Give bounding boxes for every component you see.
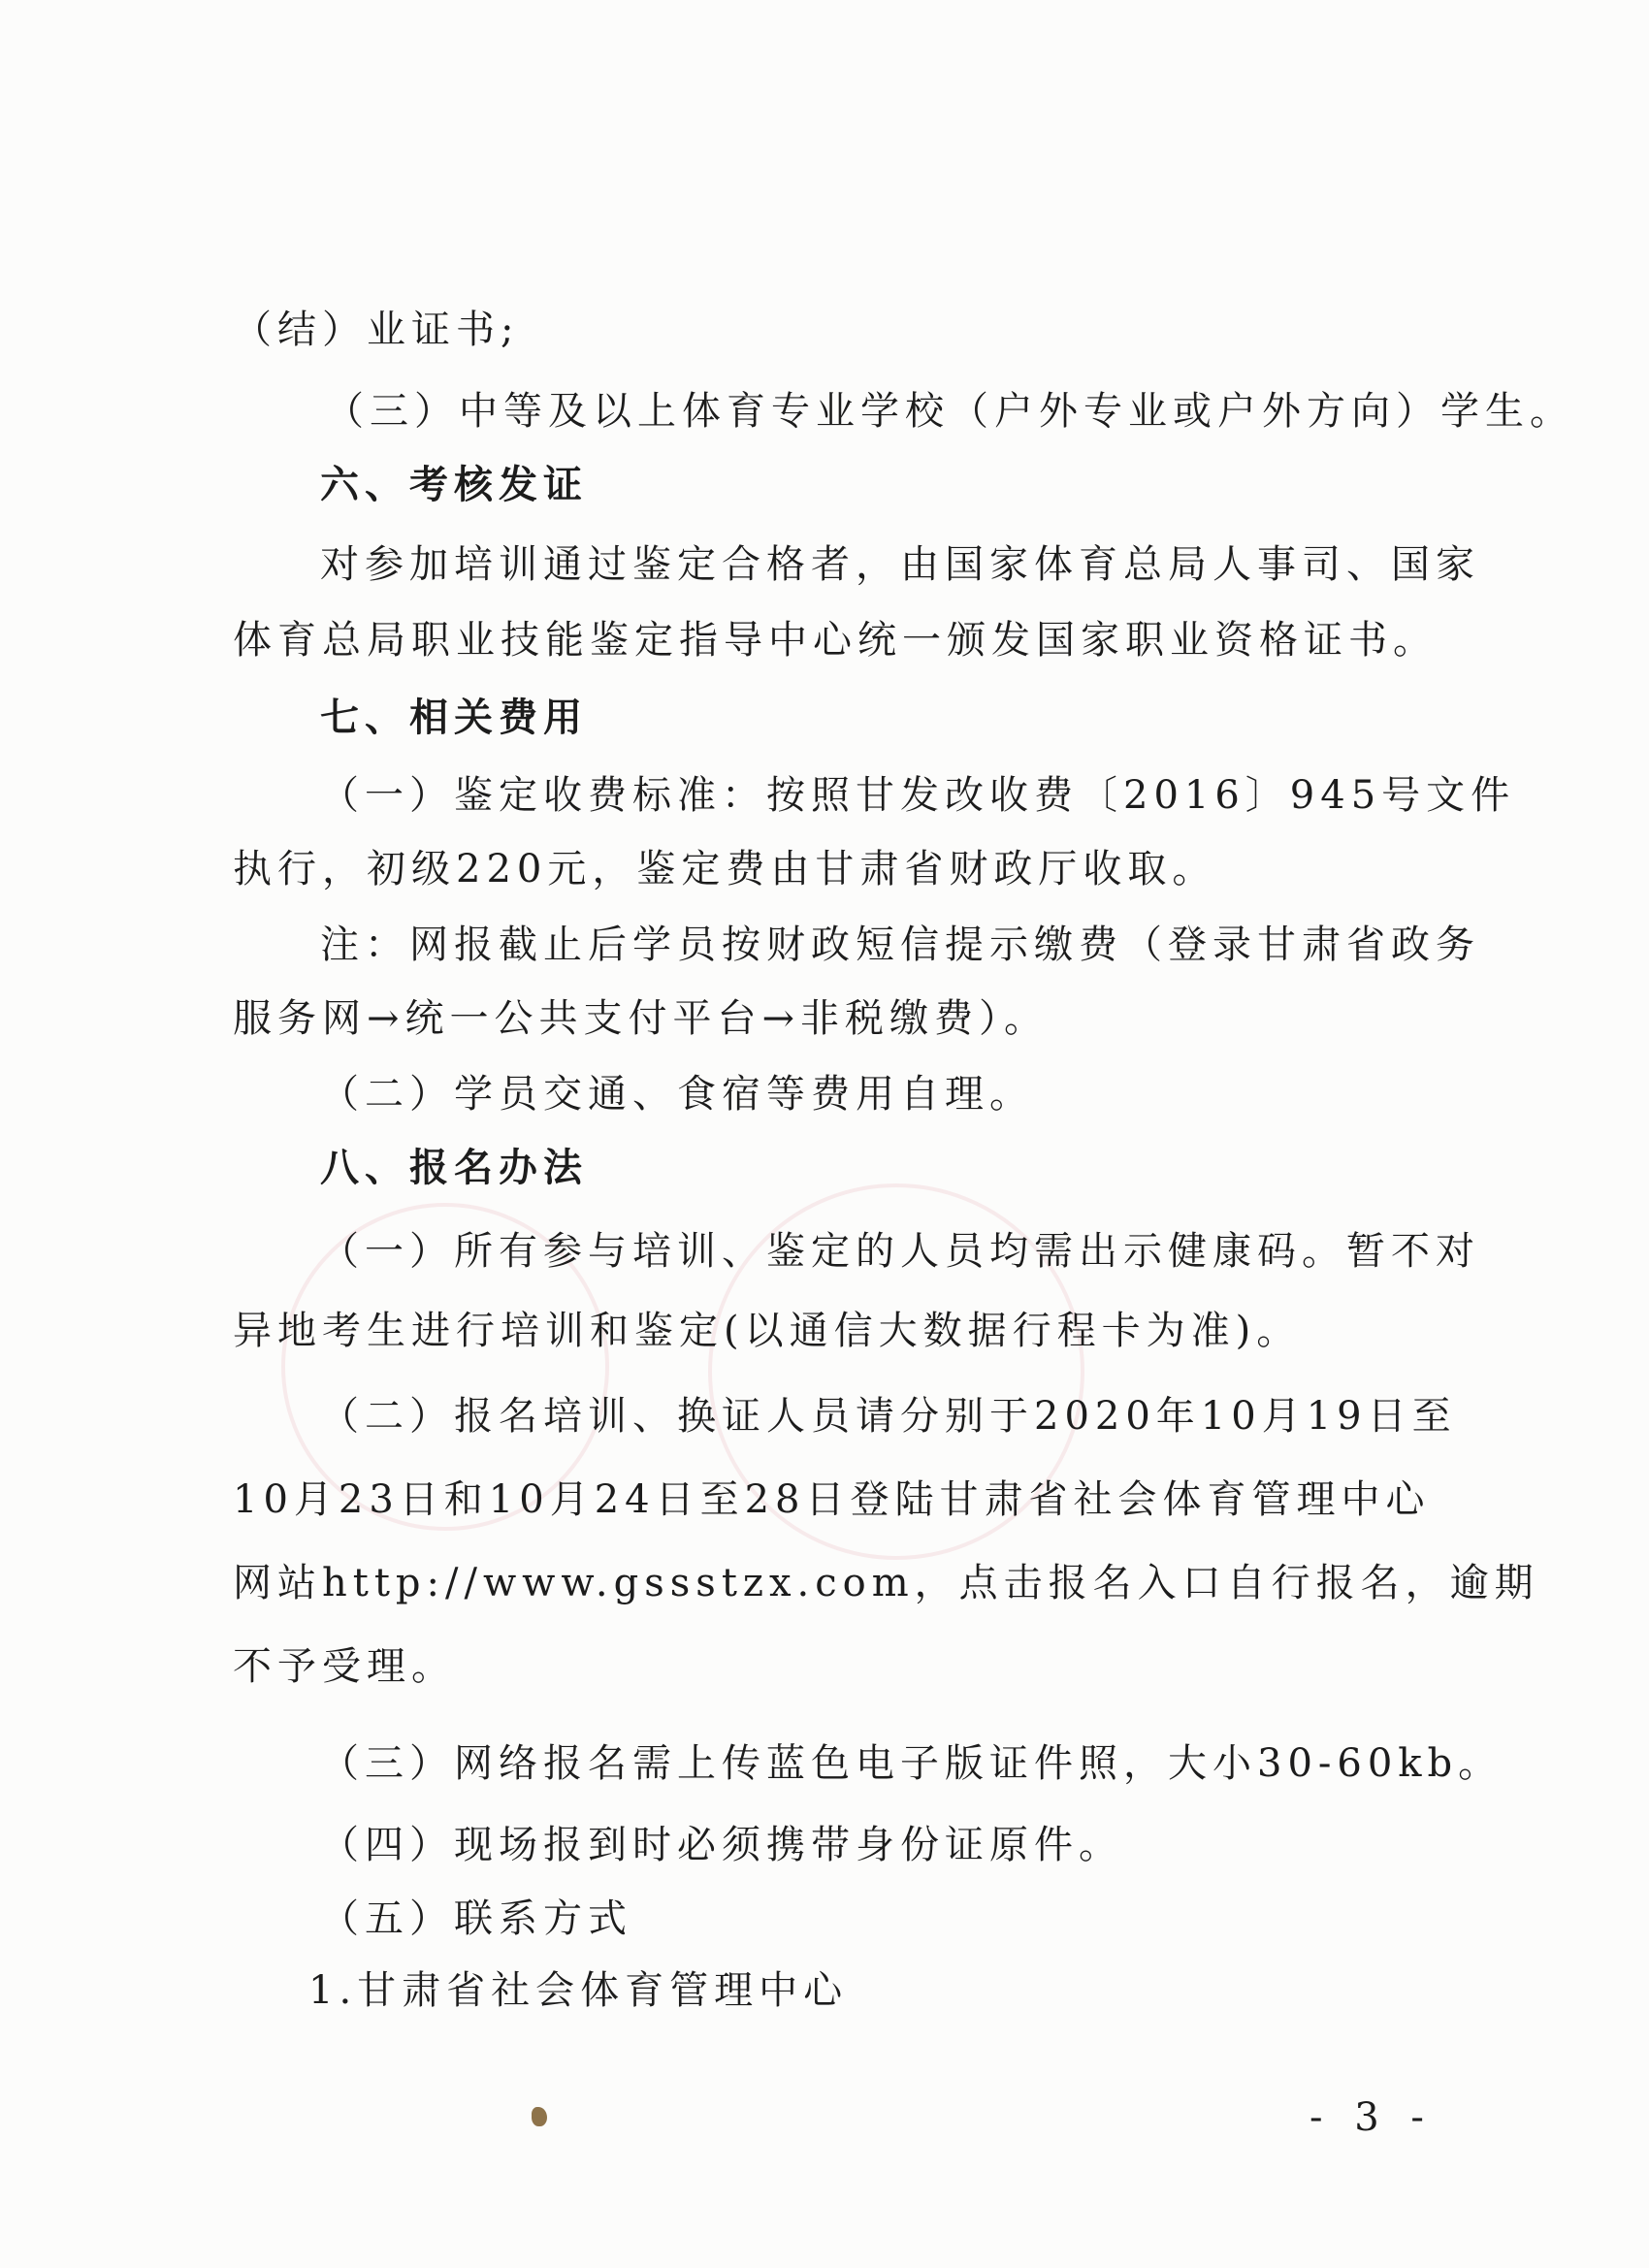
text-line-item-3: （三）中等及以上体育专业学校（户外专业或户外方向）学生。 — [325, 389, 1574, 434]
text-line-certification-2: 体育总局职业技能鉴定指导中心统一颁发国家职业资格证书。 — [233, 618, 1438, 663]
text-line-contact-1: 1.甘肃省社会体育管理中心 — [308, 1968, 849, 2013]
text-line-register-4: 10月23日和10月24日至28日登陆甘肃省社会体育管理中心 — [233, 1477, 1431, 1522]
text-line-note-2: 服务网→统一公共支付平台→非税缴费）。 — [233, 996, 1050, 1041]
paper-stain — [532, 2107, 547, 2126]
text-line-register-1: （一）所有参与培训、鉴定的人员均需出示健康码。暂不对 — [320, 1229, 1480, 1274]
text-line-contact-heading: （五）联系方式 — [320, 1896, 632, 1941]
text-line-register-3: （二）报名培训、换证人员请分别于2020年10月19日至 — [320, 1394, 1457, 1439]
text-line-register-8: （四）现场报到时必须携带身份证原件。 — [320, 1823, 1123, 1867]
section-heading-8: 八、报名办法 — [320, 1146, 588, 1190]
text-line-fee-3: （二）学员交通、食宿等费用自理。 — [320, 1072, 1034, 1117]
text-line-fee-1: （一）鉴定收费标准：按照甘发改收费〔2016〕945号文件 — [320, 773, 1516, 818]
text-line-fee-2: 执行，初级220元，鉴定费由甘肃省财政厅收取。 — [233, 847, 1217, 891]
page-number: - 3 - — [1310, 2095, 1434, 2140]
text-line-register-6: 不予受理。 — [233, 1644, 456, 1689]
text-line-certification-1: 对参加培训通过鉴定合格者，由国家体育总局人事司、国家 — [320, 542, 1480, 587]
section-heading-7: 七、相关费用 — [320, 696, 588, 740]
text-line-register-5: 网站http://www.gssstzx.com，点击报名入口自行报名，逾期 — [233, 1561, 1539, 1605]
section-heading-6: 六、考核发证 — [320, 463, 588, 507]
text-line-note-1: 注：网报截止后学员按财政短信提示缴费（登录甘肃省政务 — [320, 923, 1480, 967]
text-line-cont-1: （结）业证书; — [233, 308, 520, 352]
text-line-register-2: 异地考生进行培训和鉴定(以通信大数据行程卡为准)。 — [233, 1309, 1302, 1353]
text-line-register-7: （三）网络报名需上传蓝色电子版证件照，大小30-60kb。 — [320, 1741, 1504, 1786]
